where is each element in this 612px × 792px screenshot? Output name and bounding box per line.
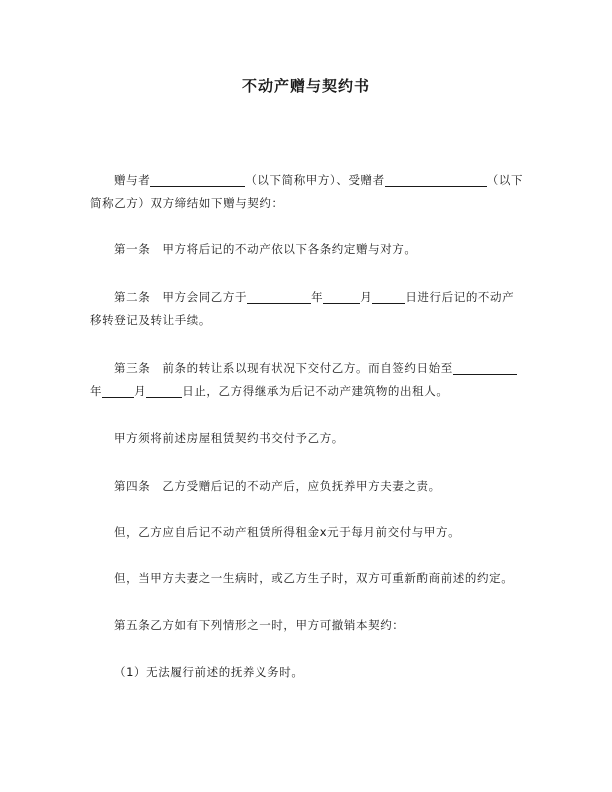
article-3-month-label: 月 xyxy=(134,384,147,398)
article-5: 第五条乙方如有下列情形之一时，甲方可撤销本契约： xyxy=(114,618,405,632)
article-2-line2: 移转登记及转让手续。 xyxy=(90,313,211,327)
article-2 xyxy=(90,286,522,332)
article-3-line1 xyxy=(90,357,522,380)
revocation-condition-1: （1）无法履行前述的抚养义务时。 xyxy=(114,665,304,679)
article-2-year-blank[interactable] xyxy=(247,288,311,304)
article-1: 第一条 甲方将后记的不动产依以下各条约定赠与对方。 xyxy=(114,242,417,256)
article-3-start-blank[interactable] xyxy=(453,359,517,375)
article-2-line1 xyxy=(90,286,522,309)
document-title: 不动产赠与契约书 xyxy=(241,77,370,95)
paragraph-parties xyxy=(90,169,522,215)
article-3-day-blank[interactable] xyxy=(146,382,182,398)
donee-abbrev-start: （以下 xyxy=(486,173,524,187)
paragraph-parties-line1 xyxy=(90,169,522,192)
article-3-month-blank[interactable] xyxy=(102,382,134,398)
article-2-month-label: 月 xyxy=(360,290,373,304)
article-3-year-label: 年 xyxy=(90,384,103,398)
article-2-day-text: 日进行后记的不动产 xyxy=(405,290,515,304)
lease-handover-paragraph: 甲方须将前述房屋租赁契约书交付予乙方。 xyxy=(114,431,344,445)
article-3-intro: 第三条 前条的转让系以现有状况下交付乙方。而自签约日始至 xyxy=(114,361,453,375)
article-2-day-blank[interactable] xyxy=(372,288,405,304)
renegotiation-paragraph: 但，当甲方夫妻之一生病时，或乙方生子时，双方可重新酌商前述的约定。 xyxy=(114,571,514,585)
rent-payment-paragraph: 但，乙方应自后记不动产租赁所得租金x元于每月前交付与甲方。 xyxy=(114,525,461,539)
article-3 xyxy=(90,357,522,403)
article-3-end-text: 日止，乙方得继承为后记不动产建筑物的出租人。 xyxy=(182,384,449,398)
donor-label: 赠与者 xyxy=(114,173,151,187)
donee-name-blank[interactable] xyxy=(385,171,487,187)
article-2-intro: 第二条 甲方会同乙方于 xyxy=(114,290,248,304)
article-2-month-blank[interactable] xyxy=(323,288,360,304)
donor-name-blank[interactable] xyxy=(150,171,245,187)
paragraph-parties-line2: 简称乙方）双方缔结如下赠与契约： xyxy=(90,196,284,210)
article-2-year-label: 年 xyxy=(311,290,324,304)
article-4: 第四条 乙方受赠后记的不动产后，应负抚养甲方夫妻之责。 xyxy=(114,479,441,493)
donor-abbrev-text: （以下简称甲方）、受赠者 xyxy=(245,173,385,187)
article-3-line2 xyxy=(90,380,522,403)
